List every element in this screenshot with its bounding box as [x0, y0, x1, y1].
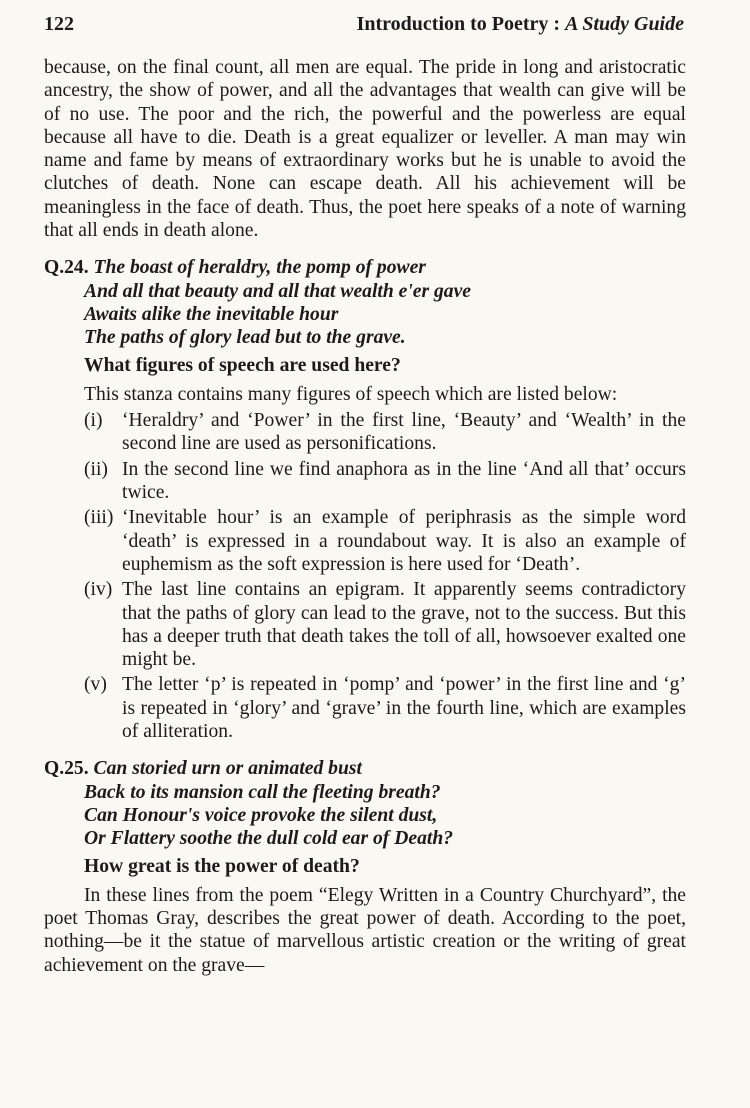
list-item-text: The last line contains an epigram. It apparently seems contradictory that the paths of glory can lead to the grave, not to the success. But this has a deeper truth that death takes the toll of all, howsoever exalted one might be.	[122, 579, 686, 671]
list-item	[44, 578, 686, 671]
list-item-text: The letter ‘p’ is repeated in ‘pomp’ and ‘power’ in the first line and ‘g’ is repeated in ‘glory’ and ‘grave’ in the fourth line, which are examples of alliteration.	[122, 674, 686, 743]
intro-paragraph: because, on the final count, all men are equal. The pride in long and aristocratic ancestry, the show of power, and all the advantages that wealth can give will be of no use. The poor and the rich, the powerful and the powerless are equal because all have to die. Death is a great equalizer or leveller. A man may win name and fame by means of extraordinary works but he is unable to avoid the clutches of death. None can escape death. All his achievement will be meaningless in the face of death. Thus, the poet here speaks of a note of warning that all ends in death alone.	[44, 57, 686, 242]
list-item	[44, 673, 686, 743]
book-subtitle: A Study Guide	[565, 13, 684, 35]
q24-number: Q.24.	[44, 257, 89, 279]
q25-verse-1: Can storied urn or animated bust	[93, 758, 362, 780]
q25-prompt: How great is the power of death?	[84, 855, 360, 877]
q24-verse-3: Awaits alike the inevitable hour	[84, 303, 339, 325]
q25-line-1	[44, 757, 686, 780]
q24-verse-2: And all that beauty and all that wealth e'er gave	[84, 280, 471, 302]
list-item-marker: (iii)	[84, 507, 114, 529]
q25-answer: In these lines from the poem “Elegy Written in a Country Churchyard”, the poet Thomas Gray, describes the great power of death. According to the poet, nothing—be it the statue of marvellous artistic creation or the writing of great achievement on the grave—	[44, 884, 686, 976]
figures-of-speech-list	[44, 409, 686, 743]
q25-verse-4: Or Flattery soothe the dull cold ear of Death?	[84, 828, 454, 850]
list-item	[44, 506, 686, 576]
q24-verse-1: The boast of heraldry, the pomp of power	[93, 257, 426, 279]
page-content	[44, 56, 686, 977]
list-item-marker: (v)	[84, 674, 107, 696]
q25-verse-2: Back to its mansion call the fleeting breath?	[84, 781, 441, 803]
list-item-marker: (i)	[84, 410, 103, 432]
list-item-marker: (ii)	[84, 458, 108, 480]
q24-answer-intro: This stanza contains many figures of speech which are listed below:	[84, 383, 618, 405]
page-header	[44, 9, 684, 39]
q24-line-1	[44, 256, 686, 279]
book-title: Introduction to Poetry :	[356, 13, 561, 35]
q24-prompt: What figures of speech are used here?	[84, 354, 401, 376]
q24-verse-4: The paths of glory lead but to the grave.	[84, 327, 406, 349]
question-24	[44, 256, 686, 376]
q25-verse-3: Can Honour's voice provoke the silent dust,	[84, 804, 438, 826]
list-item-text: ‘Heraldry’ and ‘Power’ in the first line, ‘Beauty’ and ‘Wealth’ in the second line are used as personifications.	[122, 410, 686, 455]
q25-number: Q.25.	[44, 758, 89, 780]
question-25	[44, 757, 686, 877]
list-item	[44, 458, 686, 505]
list-item-marker: (iv)	[84, 579, 113, 601]
list-item-text: In the second line we find anaphora as in the line ‘And all that’ occurs twice.	[122, 458, 686, 504]
list-item-text: ‘Inevitable hour’ is an example of periphrasis as the simple word ‘death’ is expressed in a roundabout way. It is also an example of euphemism as the soft expression is here used for ‘Death’.	[122, 507, 686, 575]
page-number: 122	[44, 13, 74, 35]
running-title	[357, 13, 684, 36]
list-item	[44, 409, 686, 456]
